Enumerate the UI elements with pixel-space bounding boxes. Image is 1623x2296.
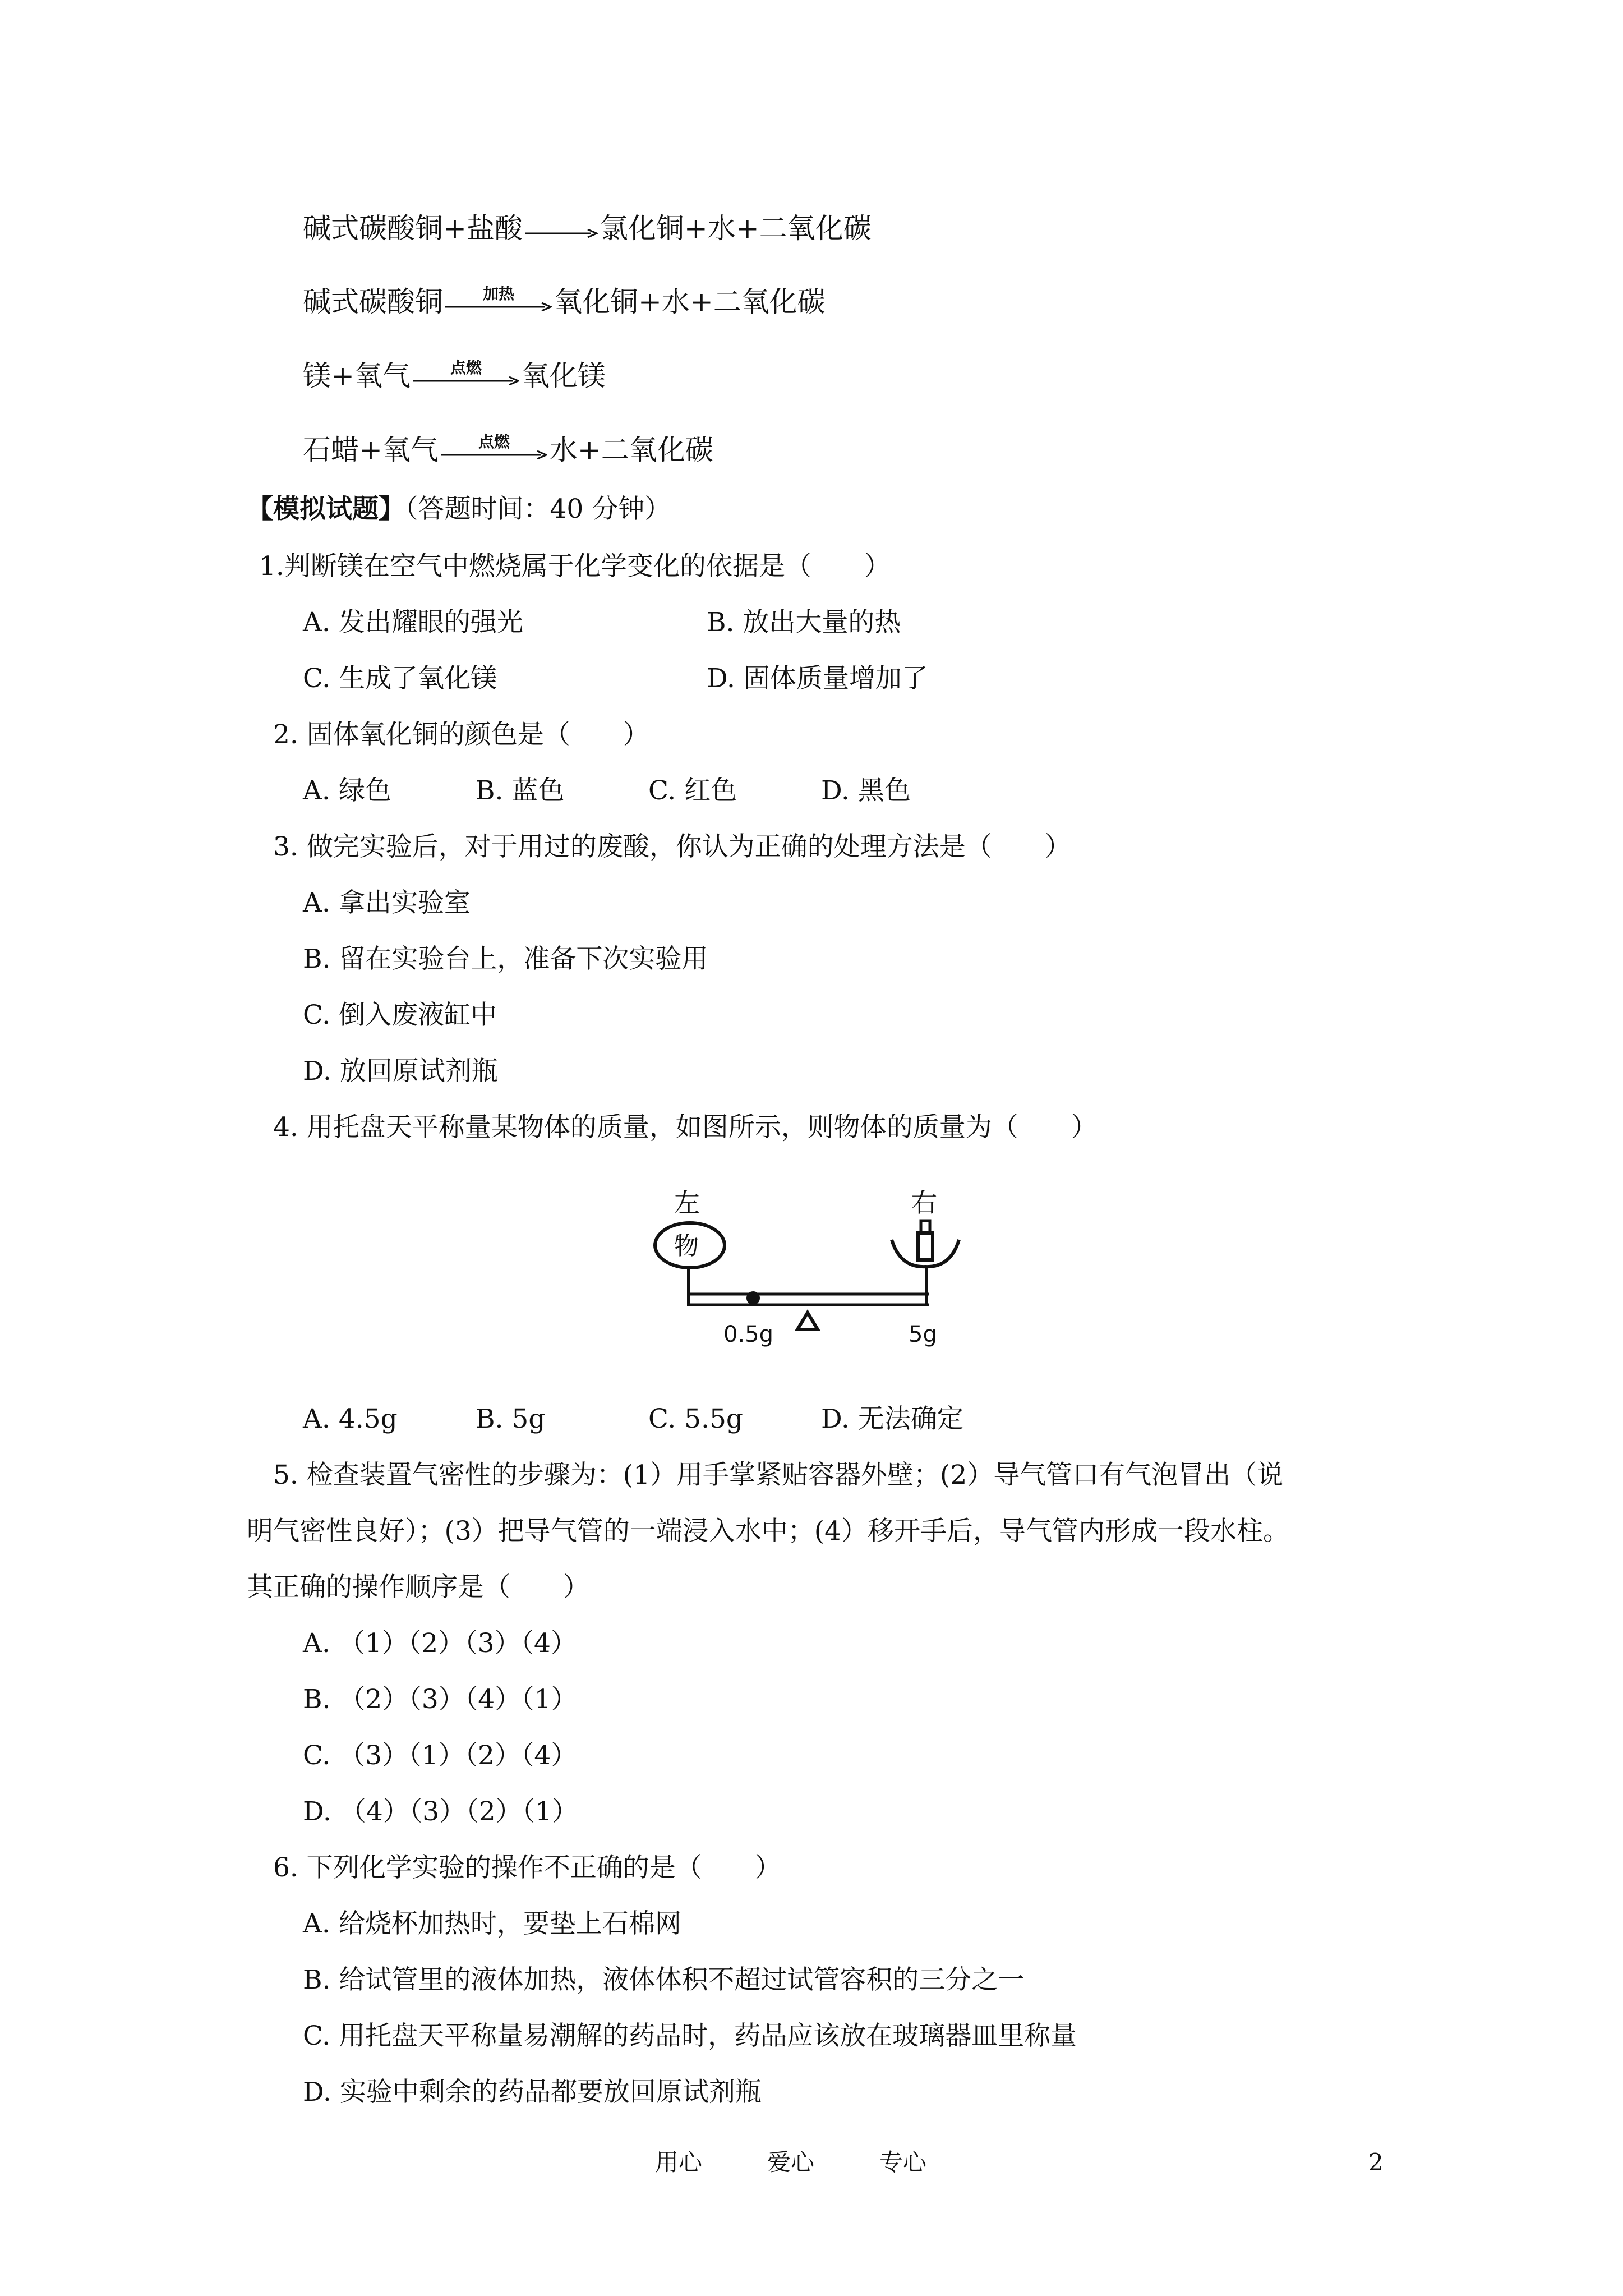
question-2-option-a: A. 绿色 xyxy=(303,775,391,806)
question-3-option-d: D. 放回原试剂瓶 xyxy=(303,1056,498,1087)
section-title: 【模拟试题】 xyxy=(247,494,405,524)
question-2-stem: 2. 固体氧化铜的颜色是（ ） xyxy=(273,719,649,750)
question-2-option-d: D. 黑色 xyxy=(821,775,911,806)
right-label: 右 xyxy=(911,1188,937,1218)
question-1-option-b: B. 放出大量的热 xyxy=(707,607,901,638)
equation-left: 碱式碳酸铜+盐酸 xyxy=(303,212,523,245)
question-1-option-d: D. 固体质量增加了 xyxy=(707,663,928,694)
question-4-stem: 4. 用托盘天平称量某物体的质量，如图所示，则物体的质量为（ ） xyxy=(273,1112,1098,1143)
reaction-arrow xyxy=(441,434,547,459)
right-pan xyxy=(892,1240,959,1267)
section-note: （答题时间：40 分钟） xyxy=(405,494,671,524)
rider-label: 0.5g xyxy=(723,1322,774,1347)
fulcrum xyxy=(797,1313,818,1329)
question-5-stem-line-3: 其正确的操作顺序是（ ） xyxy=(247,1572,589,1603)
question-3-option-a: A. 拿出实验室 xyxy=(303,887,471,918)
equation-left: 镁+氧气 xyxy=(303,360,411,392)
equation-right: 氯化铜+水+二氧化碳 xyxy=(600,212,872,245)
reaction-arrow xyxy=(445,286,552,311)
question-6-option-c: C. 用托盘天平称量易潮解的药品时，药品应该放在玻璃器皿里称量 xyxy=(303,2021,1077,2051)
question-4-option-d: D. 无法确定 xyxy=(821,1404,963,1434)
weight-label: 5g xyxy=(909,1322,937,1347)
question-2-option-c: C. 红色 xyxy=(648,775,737,806)
equation-3 xyxy=(303,359,606,393)
footer-item-1: 用心 xyxy=(655,2148,703,2176)
question-3-option-c: C. 倒入废液缸中 xyxy=(303,1000,497,1030)
reaction-arrow xyxy=(413,360,519,385)
question-1-stem: 1.判断镁在空气中燃烧属于化学变化的依据是（ ） xyxy=(259,551,891,582)
question-4-option-b: B. 5g xyxy=(476,1404,546,1434)
equation-4 xyxy=(303,433,713,467)
question-5-option-c: C. （3）（1）（2）（4） xyxy=(303,1740,578,1771)
question-5-option-b: B. （2）（3）（4）（1） xyxy=(303,1684,578,1715)
question-2-option-b: B. 蓝色 xyxy=(476,775,565,806)
reaction-condition: 加热 xyxy=(482,284,514,303)
question-3-stem: 3. 做完实验后，对于用过的废酸，你认为正确的处理方法是（ ） xyxy=(273,831,1071,862)
question-6-option-b: B. 给试管里的液体加热，液体体积不超过试管容积的三分之一 xyxy=(303,1964,1025,1995)
reaction-condition: 点燃 xyxy=(450,358,482,377)
left-label: 左 xyxy=(674,1188,700,1218)
equation-1 xyxy=(303,211,872,245)
reaction-condition: 点燃 xyxy=(478,432,510,451)
equation-left: 石蜡+氧气 xyxy=(303,434,439,466)
equation-right: 氧化铜+水+二氧化碳 xyxy=(554,286,826,318)
question-6-option-d: D. 实验中剩余的药品都要放回原试剂瓶 xyxy=(303,2077,762,2108)
equation-left: 碱式碳酸铜 xyxy=(303,286,443,318)
question-6-stem: 6. 下列化学实验的操作不正确的是（ ） xyxy=(273,1852,781,1883)
object-label: 物 xyxy=(674,1232,699,1260)
balance-figure xyxy=(645,1178,981,1363)
page-number: 2 xyxy=(1368,2148,1384,2176)
question-5-stem-line-2: 明气密性良好）；(3）把导气管的一端浸入水中；(4）移开手后，导气管内形成一段水柱。 xyxy=(247,1516,1289,1547)
question-1-option-a: A. 发出耀眼的强光 xyxy=(303,607,523,638)
section-heading xyxy=(247,493,671,526)
question-5-option-a: A. （1）（2）（3）（4） xyxy=(303,1628,577,1659)
question-4-option-c: C. 5.5g xyxy=(648,1404,743,1434)
question-5-stem-line-1: 5. 检查装置气密性的步骤为：(1）用手掌紧贴容器外壁；(2）导气管口有气泡冒出（说 xyxy=(273,1460,1284,1490)
question-3-option-b: B. 留在实验台上，准备下次实验用 xyxy=(303,944,708,974)
footer-item-3: 专心 xyxy=(879,2148,927,2176)
rider xyxy=(746,1291,760,1305)
equation-2 xyxy=(303,285,826,319)
equation-right: 水+二氧化碳 xyxy=(549,434,713,466)
question-1-option-c: C. 生成了氧化镁 xyxy=(303,663,497,694)
question-4-option-a: A. 4.5g xyxy=(303,1404,398,1434)
question-5-option-d: D. （4）（3）（2）（1） xyxy=(303,1796,578,1827)
footer-item-2: 爱心 xyxy=(767,2148,815,2176)
question-6-option-a: A. 给烧杯加热时，要垫上石棉网 xyxy=(303,1908,681,1939)
equation-right: 氧化镁 xyxy=(521,360,606,392)
weight xyxy=(918,1233,933,1260)
reaction-arrow xyxy=(525,212,598,238)
